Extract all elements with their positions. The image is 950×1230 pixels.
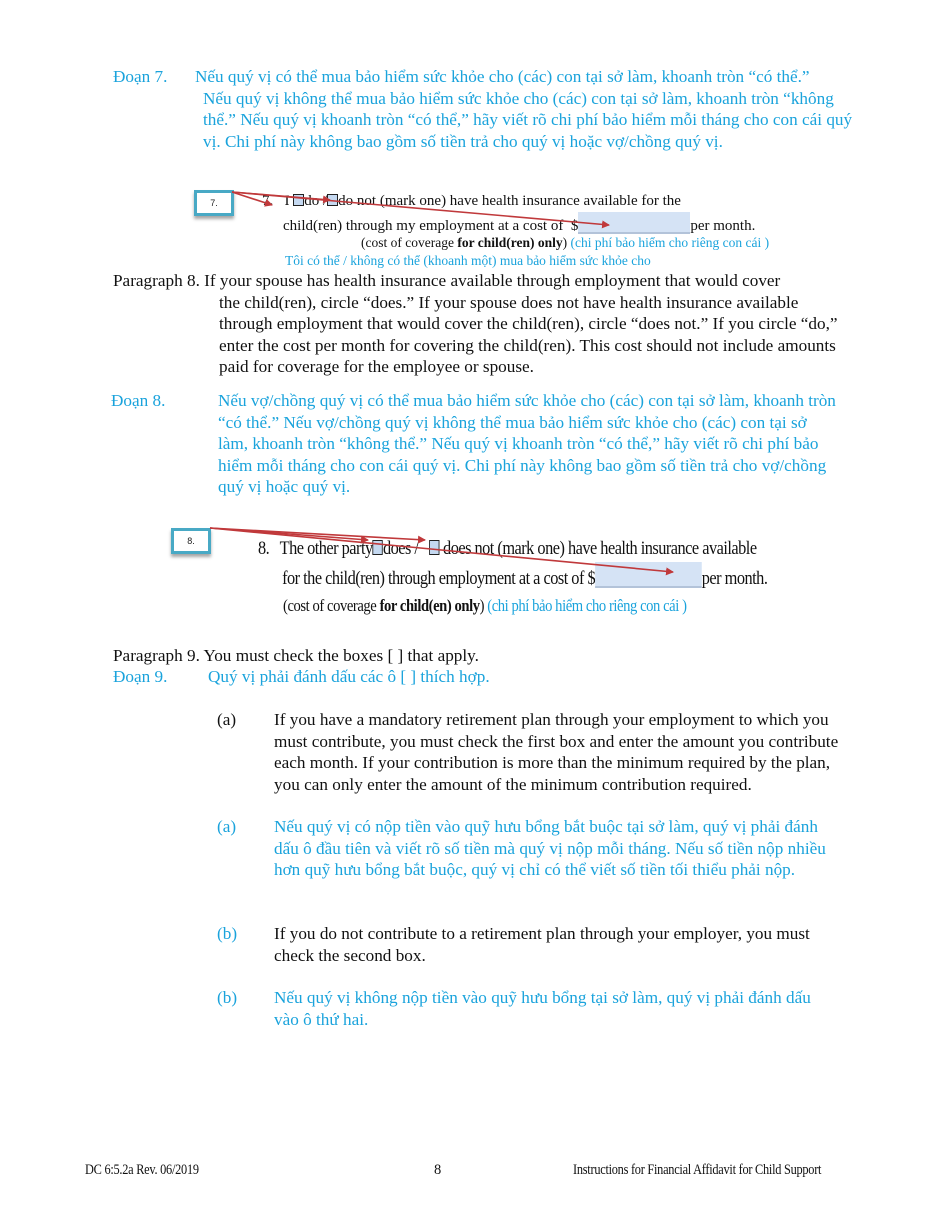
note-close-paren: ) — [562, 235, 568, 250]
note-vietnamese: (chi phí bảo hiểm cho riêng con cái ) — [487, 596, 687, 615]
footer-form-id: DC 6:5.2a Rev. 06/2019 — [85, 1162, 199, 1178]
note-text: (cost of coverage — [283, 596, 380, 615]
item-marker: (b) — [217, 988, 238, 1007]
item-marker: (b) — [217, 924, 238, 943]
form-item-8-note — [283, 596, 687, 616]
item-pre-text: The other party — [279, 538, 373, 559]
form-item-8-line2 — [258, 562, 843, 592]
form-item-7-clipped-line — [285, 253, 651, 268]
line2-text: for the child(ren) through employment at a cost of — [282, 568, 584, 589]
paragraph-7-label: Đoạn 7. — [113, 67, 168, 86]
callout-box-7 — [194, 190, 234, 216]
item-number: 8. — [258, 538, 270, 559]
option-do-not-label: do not (mark one) have health insurance available for the — [338, 193, 681, 209]
item-marker: (a) — [217, 817, 237, 836]
form-item-8 — [258, 535, 843, 592]
item-text: If you have a mandatory retirement plan through your employment to which you must contribute, you must check the first box and enter the amount you contribute each month. If your contribution is more than the minimum required by the plan, you can only enter the amount of the minimum contribution required. — [274, 710, 839, 794]
paragraph-8-english — [113, 270, 853, 378]
per-month-label: per month. — [701, 568, 768, 589]
footer-title: Instructions for Financial Affidavit for Child Support — [573, 1162, 822, 1178]
item-marker: (a) — [217, 710, 237, 729]
per-month-label: per month. — [690, 218, 756, 234]
paragraph-8-first-line — [113, 270, 853, 292]
option-do-label: do / — [304, 193, 328, 209]
form-item-7 — [262, 190, 822, 237]
paragraph-9-vi-body: Quý vị phải đánh dấu các ô [ ] thích hợp. — [208, 667, 490, 686]
callout-box-8 — [171, 528, 211, 554]
checkbox-do-not[interactable] — [327, 194, 338, 206]
paragraph-8-body: the child(ren), circle “does.” If your spouse does not have health insurance available through employment that would cover the child(ren), circle “does not.” If you circle “do,” enter the cost per month for covering the child(ren). This cost should not include amounts paid for coverage for the employee or spouse. — [219, 292, 838, 376]
paragraph-9-vi-label: Đoạn 9. — [113, 667, 168, 686]
note-vietnamese: (chi phí bảo hiểm cho riêng con cái ) — [570, 235, 770, 250]
clipped-text: Tôi có thể / không có thể (khoanh một) mua bảo hiểm sức khỏe cho — [285, 253, 651, 268]
note-close-paren: ) — [479, 596, 485, 615]
option-does-not-label: does not (mark one) have health insurance available — [443, 538, 757, 559]
checkbox-does[interactable] — [373, 540, 383, 555]
item-text: Nếu quý vị có nộp tiền vào quỹ hưu bổng bắt buộc tại sở làm, quý vị phải đánh dấu ô đầu tiên và viết rõ số tiền mà quý vị nộp mỗi tháng. Nếu số tiền nộp nhiều hơn quỹ hưu bổng bắt buộc, quý vị chỉ có thể viết số tiền tối thiểu phải nộp. — [274, 817, 826, 879]
note-bold-text: for child(ren) only — [457, 235, 563, 250]
callout-label: 8. — [187, 536, 195, 546]
item-number: 7. — [262, 193, 274, 209]
paragraph-8-vi-label: Đoạn 8. — [111, 391, 166, 410]
paragraph-7-body: Nếu quý vị không thể mua bảo hiểm sức khỏe cho (các) con tại sở làm, khoanh tròn “không thể.” Nếu quý vị khoanh tròn “có thể,” hãy viết rõ chi phí bảo hiểm mỗi tháng cho con cái quý vị. Chi phí này không bao gồm số tiền trả cho quý vị hoặc vợ/chồng quý vị. — [203, 88, 853, 151]
item-b-english — [217, 923, 857, 966]
item-a-vietnamese — [217, 816, 857, 881]
paragraph-9-vietnamese — [113, 666, 713, 688]
line2-text: child(ren) through my employment at a cost of — [283, 218, 564, 234]
cost-input-8[interactable] — [595, 562, 702, 588]
form-item-7-line1 — [262, 190, 822, 212]
checkbox-does-not[interactable] — [429, 540, 439, 555]
option-does-label: does / — [382, 538, 419, 559]
currency-symbol: $ — [587, 568, 596, 589]
note-text: (cost of coverage — [361, 235, 458, 250]
paragraph-9-english: Paragraph 9. You must check the boxes [ ] that apply. — [113, 646, 479, 665]
footer — [85, 1162, 885, 1182]
item-a-english — [217, 709, 857, 795]
form-item-8-line1 — [258, 535, 843, 562]
paragraph-7-first-line: Nếu quý vị có thể mua bảo hiểm sức khỏe cho (các) con tại sở làm, khoanh tròn “có thể.” — [195, 67, 810, 86]
form-item-7-note — [361, 235, 769, 251]
item-pre-text: I — [284, 193, 290, 209]
item-b-vietnamese — [217, 987, 857, 1030]
cost-input-7[interactable] — [578, 212, 690, 234]
paragraph-8-label: Paragraph 8. — [113, 271, 200, 290]
paragraph-8-vi-body: Nếu vợ/chồng quý vị có thể mua bảo hiểm sức khỏe cho (các) con tại sở làm, khoanh tròn “có thể.” Nếu vợ/chồng quý vị không thể mua bảo hiểm sức khỏe cho (các) con tại sở làm, khoanh tròn “không thể.” Nếu quý vị khoanh tròn “có thể,” hãy viết rõ chi phí bảo hiểm mỗi tháng cho con cái quý vị. Chi phí này không bao gồm số tiền trả cho vợ/chồng quý vị hoặc quý vị. — [218, 391, 836, 496]
paragraph-8-first-text: If your spouse has health insurance available through employment that would cover — [204, 271, 781, 290]
currency-symbol: $ — [570, 218, 579, 234]
footer-page-number: 8 — [434, 1162, 441, 1178]
checkbox-do[interactable] — [293, 194, 304, 206]
item-text: Nếu quý vị không nộp tiền vào quỹ hưu bổng tại sở làm, quý vị phải đánh dấu vào ô thứ hai. — [274, 988, 811, 1029]
note-bold-text: for child(en) only — [379, 596, 480, 615]
form-item-7-line2 — [262, 212, 822, 237]
item-text: If you do not contribute to a retirement plan through your employer, you must check the second box. — [274, 924, 810, 965]
callout-label: 7. — [210, 198, 218, 208]
